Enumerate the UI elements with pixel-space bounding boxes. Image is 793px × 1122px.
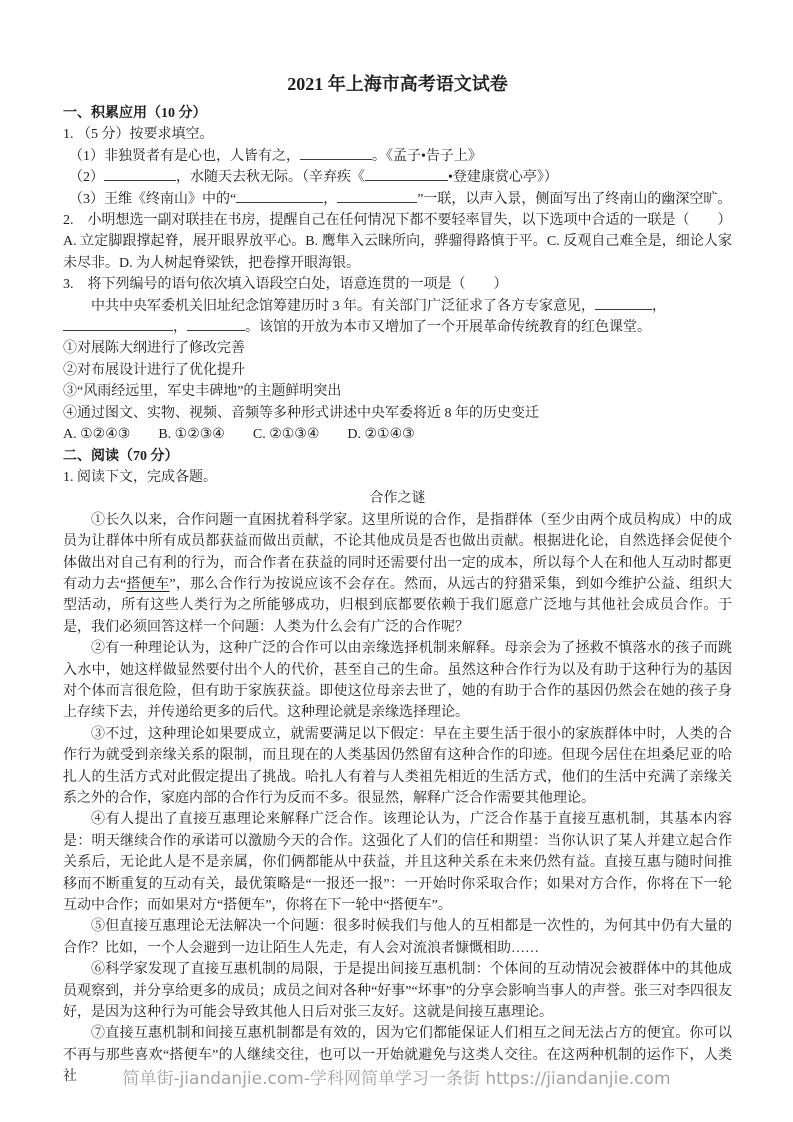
answer-blank bbox=[595, 297, 652, 310]
q2-options: A. 立定脚跟撑起脊，展开眼界放平心。B. 鹰隼入云睐所向，骅骝得路慎于平。C. 反观自己难全是，细论人家未尽非。D. 为人树起脊梁铁，把卷撑开眼海银。 bbox=[63, 234, 732, 271]
essay-paragraph-1 bbox=[63, 510, 732, 638]
q3-stem: 3. 将下列编号的语句依次填入语段空白处，语意连贯的一项是（ ） bbox=[63, 277, 508, 293]
q3-passage-line2 bbox=[63, 317, 732, 338]
answer-blank bbox=[187, 318, 245, 331]
q1-item-1 bbox=[63, 146, 732, 167]
q1-stem: 1. （5 分）按要求填空。 bbox=[63, 127, 214, 143]
exam-page bbox=[63, 72, 732, 1088]
essay-paragraph-7: ⑦直接互惠机制和间接互惠机制都是有效的，因为它们都能保证人们相互之间无法占方的便宜。你可以不再与那些喜欢“搭便车”的人继续交往，也可以一开始就避免与这类人交往。在这两种机制的运作下，人类社 bbox=[63, 1026, 732, 1085]
q3-option-2: ②对布展设计进行了优化提升 bbox=[63, 362, 245, 378]
essay-paragraph-5: ⑤但直接互惠理论无法解决一个问题：很多时候我们与他人的互相都是一次性的，为何其中仍有大量的合作？比如，一个人会避到一边让陌生人先走，有人会对流浪者慷慨相助…… bbox=[63, 919, 732, 956]
q3-passage-comma2: ， bbox=[173, 320, 187, 336]
answer-blank bbox=[300, 147, 372, 160]
q1-item3-comma: ， bbox=[323, 191, 338, 207]
p1-underlined-term: 搭便车 bbox=[126, 576, 170, 592]
essay-paragraph-4: ④有人提出了直接互惠理论来解释广泛合作。该理论认为，广泛合作基于直接互惠机制，其基本内容是：明天继续合作的承诺可以激励今天的合作。这强化了人们的信任和期望：当你认识了某人并建立起合作关系后，无论此人是不是亲属，你们俩都能从中获益，并且这种关系在未来仍然有益。直接互惠与随时间推移而不断重复的互动有关，最优策略是“一报还一报”：一开始时你采取合作；如果对方合作，你将在下一轮互动中合作；而如果对方“搭便车”，你将在下一轮中“搭便车”。 bbox=[63, 812, 732, 914]
q1-item2-source: •登建康赏心亭》） bbox=[448, 170, 558, 186]
q1-item1-source: 。《孟子•告子上》 bbox=[372, 148, 482, 164]
q1-item3-tail: ”一联，以声入景，侧面写出了终南山的幽深空旷。 bbox=[417, 191, 732, 207]
q1-item-2 bbox=[63, 167, 732, 188]
q3-option-4: ④通过图文、实物、视频、音频等多种形式讲述中央军委将近 8 年的历史变迁 bbox=[63, 405, 539, 421]
p1-text-b: ”，那么合作行为按说应该不会存在。然而，从远古的狩猎采集，到如今维护公益、组织大型活动，所有这些人类行为之所能够成功，归根到底都要依赖于我们愿意广泛地与其他社会成员合作。于是，我们必须回答这样一个问题：人类为什么会有广泛的合作呢？ bbox=[63, 576, 733, 635]
answer-blank bbox=[104, 168, 176, 181]
q1-item3-text: （3）王维《终南山》中的“ bbox=[69, 191, 237, 207]
q2-stem: 2. 小明想选一副对联挂在书房，提醒自己在任何情况下都不要轻率冒失，以下选项中合适的一联是（ ） bbox=[63, 213, 732, 229]
reading-intro: 1. 阅读下文，完成各题。 bbox=[63, 469, 217, 485]
answer-blank bbox=[63, 318, 173, 331]
q3-passage-line1 bbox=[63, 296, 732, 317]
page-title: 2021 年上海市高考语文试卷 bbox=[287, 74, 508, 94]
essay-title: 合作之谜 bbox=[369, 491, 426, 507]
footer-watermark: 简单街-jiandanjie.com-学科网简单学习一条街 https://jiandanjie.com bbox=[122, 1069, 671, 1089]
answer-blank bbox=[365, 168, 448, 181]
essay-paragraph-2: ②有一种理论认为，这种广泛的合作可以由亲缘选择机制来解释。母亲会为了拯救不慎落水的孩子而跳入水中，她这样做显然要付出个人的代价，甚至自己的生命。虽然这种合作行为以及有助于这种行为的基因对个体而言很危险，但有助于家族获益。即使这位母亲去世了，她的有助于合作的基因仍然会在她的孩子身上存续下去，并传递给更多的后代。这种理论就是亲缘选择理论。 bbox=[63, 641, 732, 721]
q3-passage-comma1: ， bbox=[652, 298, 666, 314]
q3-passage-text2: 。该馆的开放为本市又增加了一个开展革命传统教育的红色课堂。 bbox=[245, 320, 651, 336]
q1-item-3 bbox=[63, 189, 732, 210]
q1-item1-text: （1）非独贤者有是心也，人皆有之， bbox=[69, 148, 300, 164]
q3-option-1: ①对展陈大纲进行了修改完善 bbox=[63, 341, 245, 357]
q3-option-3: ③“风雨经远里，军史丰碑地”的主题鲜明突出 bbox=[63, 384, 342, 400]
essay-paragraph-3: ③不过，这种理论如果要成立，就需要满足以下假定：早在主要生活于很小的家族群体中时，人类的合作行为就受到亲缘关系的限制，而且现在的人类基因仍然留有这种合作的印迹。但现今居住在坦桑尼亚的哈扎人的生活方式对此假定提出了挑战。哈扎人有着与人类祖先相近的生活方式，他们的生活中充满了亲缘关系之外的合作，家庭内部的合作行为反而不多。很显然，解释广泛合作需要其他理论。 bbox=[63, 726, 732, 806]
answer-blank bbox=[337, 190, 417, 203]
section-heading-accumulation: 一、积累应用（10 分） bbox=[63, 106, 207, 121]
section-heading-reading: 二、阅读（70 分） bbox=[63, 448, 179, 464]
essay-paragraph-6: ⑥科学家发现了直接互惠机制的局限，于是提出间接互惠机制：个体间的互动情况会被群体中的其他成员观察到，并分享给更多的成员；成员之间对各种“好事”“坏事”的分享会影响当事人的声誉。张三对李四很友好，是因为这种行为可能会导致其他人日后对张三友好。这就是间接互惠理论。 bbox=[63, 962, 732, 1021]
p1-text-a: ①长久以来，合作问题一直困扰着科学家。这里所说的合作，是指群体（至少由两个成员构成）中的成员为让群体中所有成员都获益而做出贡献，不论其他成员是否也做出贡献。根据进化论，自然选择会促使个体做出对自己有利的行为，而合作者在获益的同时还需要付出一定的成本，所以每个人在和他人互动时都更有动力去“ bbox=[63, 512, 732, 592]
q1-item2-text: ，水随天去秋无际。（辛弃疾《 bbox=[176, 170, 365, 186]
answer-blank bbox=[236, 190, 323, 203]
q1-item2-num: （2） bbox=[69, 170, 104, 186]
q3-passage-text1: 中共中央军委机关旧址纪念馆筹建历时 3 年。有关部门广泛征求了各方专家意见， bbox=[91, 298, 595, 314]
q3-choices: A. ①②④③ B. ①②③④ C. ②①③④ D. ②①④③ bbox=[63, 427, 415, 443]
